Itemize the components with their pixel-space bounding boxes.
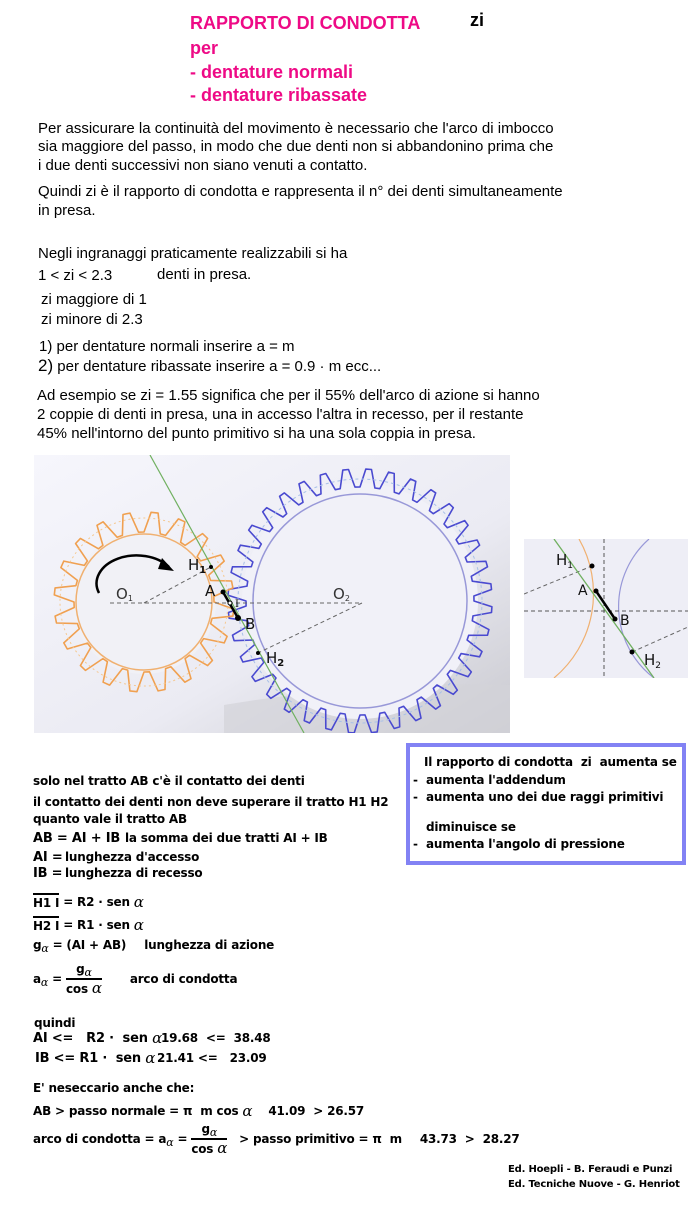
ib-values: 21.41 <= 23.09 — [157, 1051, 267, 1065]
ib-label: IB = — [33, 866, 63, 881]
increase-item: aumenta l'addendum — [426, 773, 566, 787]
info-heading-symbol: zi — [580, 755, 592, 769]
condition-info-box — [406, 743, 686, 865]
g-symbol: g — [201, 1122, 210, 1136]
alpha-symbol: α — [145, 1049, 156, 1067]
inset-point-h2 — [630, 650, 635, 655]
h2i-equation — [33, 916, 144, 934]
alpha-symbol: α — [84, 966, 92, 979]
gear-mesh-figure — [34, 455, 510, 733]
inset-background — [524, 539, 688, 678]
rule-reduced: per dentature ribassate inserire a = 0.9 · m ecc... — [53, 358, 382, 375]
ib-description: lunghezza di recesso — [65, 866, 203, 880]
page-title: RAPPORTO DI CONDOTTA — [190, 13, 421, 33]
alpha-symbol: α — [217, 1139, 228, 1157]
quindi-label: quindi — [34, 1016, 76, 1030]
credit-line: Ed. Hoepli - B. Feraudi e Punzi — [508, 1164, 673, 1175]
example-line: 45% nell'intorno del punto primitivo si ha una sola coppia in presa. — [37, 425, 476, 442]
ab-condition-row — [33, 1104, 364, 1119]
bullet: - — [413, 837, 418, 851]
g-row — [33, 938, 274, 953]
alpha-symbol: α — [41, 942, 49, 955]
decrease-row — [413, 837, 625, 852]
increase-row — [413, 790, 663, 805]
example-line: Ad esempio se zi = 1.55 significa che per il 55% dell'arco di azione si hanno — [37, 387, 540, 404]
subtitle-line: - dentature normali — [190, 62, 354, 82]
g-symbol: g — [76, 962, 85, 976]
range-suffix: denti in presa. — [157, 266, 252, 283]
bullet: - — [413, 790, 418, 804]
inset-label-b: B — [620, 613, 630, 629]
intro-line: i due denti successivi non siano venuti a contatto. — [38, 157, 368, 174]
arc-fraction — [66, 962, 102, 997]
g-symbol: g — [33, 938, 42, 952]
note-line: solo nel tratto AB c'è il contatto dei denti — [33, 774, 305, 788]
increase-row — [413, 773, 566, 788]
h1i-rhs: = R2 · sen — [59, 894, 134, 909]
arc-condition-suffix: > passo primitivo = π m — [231, 1132, 402, 1146]
ai-inequality — [33, 1029, 163, 1047]
a-symbol: a — [158, 1132, 167, 1146]
cos-label: cos — [191, 1142, 218, 1156]
arc-condition-row — [33, 1122, 520, 1157]
intro-line: sia maggiore del passo, in modo che due denti non si abbandonino prima che — [38, 138, 554, 155]
contact-detail-inset — [524, 539, 688, 678]
point-h2 — [256, 651, 260, 655]
bullet: - — [413, 773, 418, 787]
inset-point-a — [594, 589, 599, 594]
intro-line: in presa. — [38, 202, 96, 219]
point-h1 — [209, 565, 213, 569]
example-line: 2 coppie di denti in presa, una in accesso l'altra in recesso, per il restante — [37, 406, 524, 423]
inset-label-h2: $H_2$ — [644, 651, 662, 671]
label-i: I — [235, 599, 239, 610]
range-expression: 1 < zi < 2.3 — [38, 267, 113, 284]
arc-row — [33, 962, 237, 997]
subtitle-line: - dentature ribassate — [190, 85, 368, 105]
credit-line: Ed. Tecniche Nuove - G. Henriot — [508, 1179, 680, 1190]
fraction-denominator — [191, 1140, 227, 1157]
alpha-symbol: α — [166, 1136, 174, 1149]
alpha-symbol: α — [40, 976, 49, 989]
point-a — [221, 590, 226, 595]
label-b: B — [245, 615, 256, 633]
note-line: il contatto dei denti non deve superare il tratto H1 H2 — [33, 795, 389, 809]
arc-description: arco di condotta — [129, 972, 238, 986]
h2i-rhs: = R1 · sen — [59, 917, 134, 932]
ab-equation: AB = AI + IB — [33, 831, 121, 846]
label-a: A — [205, 582, 216, 600]
arc-condition-fraction — [191, 1122, 227, 1157]
label-o1: O1 — [116, 585, 133, 603]
alpha-symbol: α — [133, 892, 144, 911]
note-line: quanto vale il tratto AB — [33, 812, 187, 826]
arc-condition-values: 43.73 > 28.27 — [419, 1132, 520, 1146]
ai-inequality-row — [33, 1031, 271, 1046]
g-description: lunghezza di azione — [144, 938, 275, 952]
equals: = — [173, 1132, 188, 1146]
info-heading-suffix: aumenta se — [599, 755, 677, 769]
rule-normal: 1) per dentature normali inserire a = m — [39, 338, 295, 355]
equals: = — [48, 972, 62, 986]
ai-inequality-text: AI <= R2 · sen — [33, 1031, 153, 1046]
a-symbol: a — [33, 972, 41, 986]
subtitle-line: per — [190, 38, 219, 58]
point-i — [228, 601, 232, 605]
h2i-segment: H2 I — [33, 916, 59, 934]
ai-description: lunghezza d'accesso — [65, 850, 200, 864]
h1i-segment: H1 I — [33, 893, 59, 911]
h1i-equation — [33, 893, 144, 911]
intro-line: Per assicurare la continuità del movimento è necessario che l'arco di imbocco — [38, 120, 554, 137]
min-note: zi maggiore di 1 — [41, 291, 147, 308]
driven-gear-body — [242, 483, 478, 719]
ab-condition-values: 41.09 > 26.57 — [268, 1104, 365, 1118]
fraction-denominator — [66, 980, 102, 997]
inset-label-a: A — [578, 583, 588, 599]
practical-intro: Negli ingranaggi praticamente realizzabili si ha — [38, 245, 348, 262]
alpha-symbol: α — [91, 979, 102, 997]
inset-point-b — [613, 617, 618, 622]
driving-gear-body — [72, 530, 216, 674]
increase-item: aumenta uno dei due raggi primitivi — [426, 790, 664, 804]
alpha-symbol: α — [133, 915, 144, 934]
ib-inequality-text: IB <= R1 · sen — [35, 1051, 146, 1066]
alpha-symbol: α — [152, 1029, 163, 1047]
fraction-numerator — [66, 962, 102, 980]
decrease-heading: diminuisce se — [426, 820, 516, 834]
inset-label-h1: $H_1$ — [556, 551, 574, 571]
label-o2: O2 — [333, 585, 350, 603]
inset-point-h1 — [590, 564, 595, 569]
ib-inequality — [35, 1049, 156, 1067]
ib-row — [33, 866, 202, 881]
ai-label: AI = — [33, 850, 63, 865]
intro-line: Quindi zi è il rapporto di condotta e rappresenta il n° dei denti simultaneamente — [38, 183, 563, 200]
rule-reduced-row — [38, 356, 381, 377]
label-h2: $H_2$ — [266, 649, 285, 669]
ab-row — [33, 831, 328, 846]
arc-condition-prefix: arco di condotta = — [33, 1132, 159, 1146]
ib-inequality-row — [35, 1051, 267, 1066]
title-symbol: zi — [470, 10, 485, 30]
ai-values: 19.68 <= 38.48 — [161, 1031, 271, 1045]
label-h1: $H_1$ — [188, 556, 207, 576]
ab-description: la somma dei due tratti AI + IB — [125, 831, 328, 845]
cos-label: cos — [65, 982, 92, 996]
decrease-item: aumenta l'angolo di pressione — [426, 837, 625, 851]
alpha-symbol: α — [242, 1102, 253, 1120]
ab-condition: AB > passo normale = π m cos — [33, 1104, 243, 1118]
g-rhs: = (AI + AB) — [48, 938, 127, 952]
ai-row — [33, 850, 199, 865]
fraction-numerator — [191, 1122, 227, 1140]
alpha-symbol: α — [209, 1126, 218, 1139]
info-heading-row — [424, 755, 677, 770]
necessary-label: E' neseccario anche che: — [33, 1081, 195, 1095]
rule-reduced-number: 2) — [38, 356, 54, 375]
info-heading: Il rapporto di condotta — [424, 755, 573, 769]
point-b — [235, 615, 241, 621]
max-note: zi minore di 2.3 — [41, 311, 143, 328]
